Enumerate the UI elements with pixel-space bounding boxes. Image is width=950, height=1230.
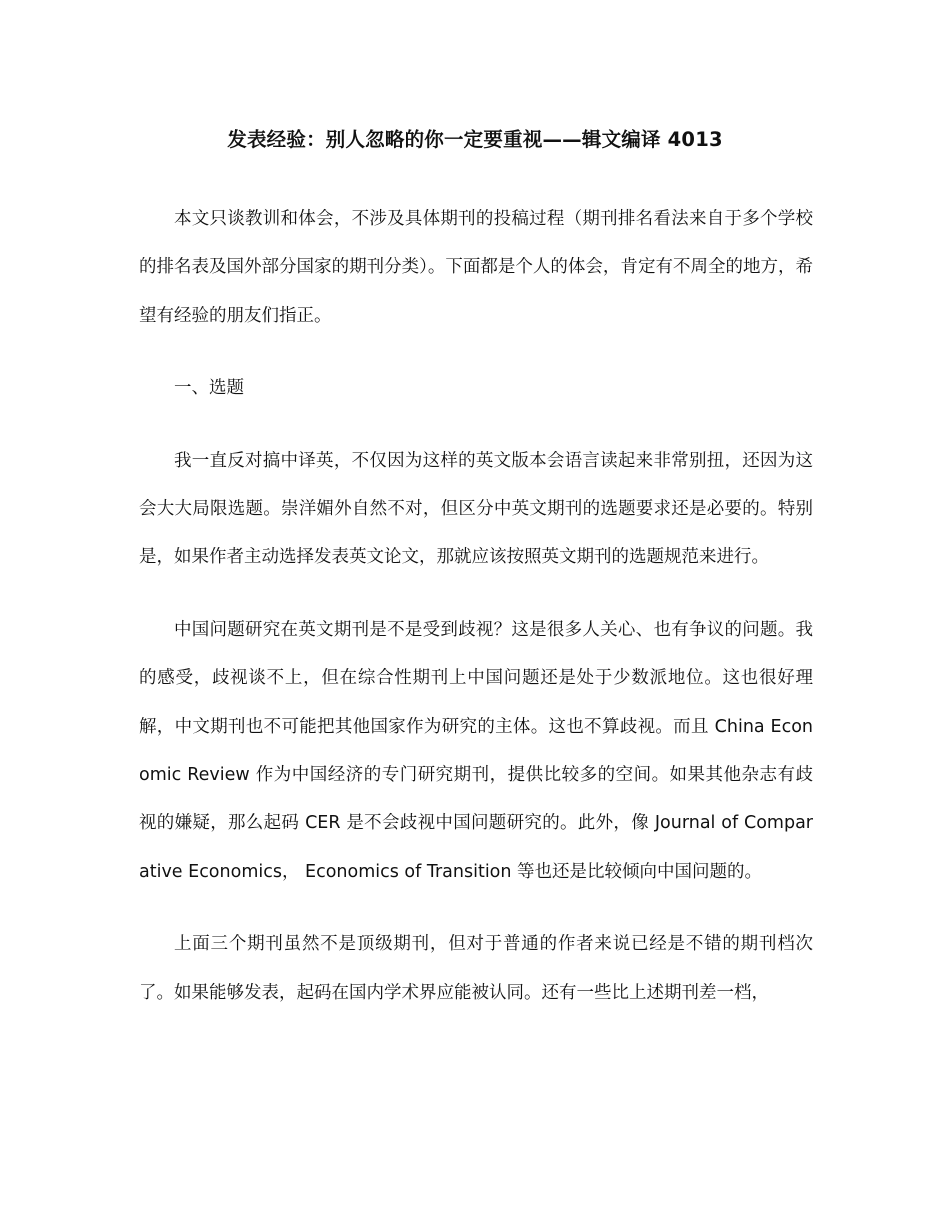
paragraph-china-research: 中国问题研究在英文期刊是不是受到歧视？这是很多人关心、也有争议的问题。我的感受，歧视谈不上，但在综合性期刊上中国问题还是处于少数派地位。这也很好理解，中文期刊也不可能把其他国家作为研究的主体。这也不算歧视。而且 China Economic Review 作为中国经济的专门研究期刊，提供比较多的空间。如果其他杂志有歧视的嫌疑，那么起码 CER 是不会歧视中国问题研究的。此外，像 Journal of Comparative Economics， Economics of Transition 等也还是比较倾向中国问题的。 bbox=[139, 619, 813, 882]
paragraph-translation: 我一直反对搞中译英，不仅因为这样的英文版本会语言读起来非常别扭，还因为这会大大局限选题。崇洋媚外自然不对，但区分中英文期刊的选题要求还是必要的。特别是，如果作者主动选择发表英文论文，那就应该按照英文期刊的选题规范来进行。 bbox=[139, 450, 813, 568]
document-title: 发表经验：别人忽略的你一定要重视——辑文编译 4013 bbox=[227, 128, 723, 151]
section-heading-topic-selection: 一、选题 bbox=[174, 378, 244, 399]
paragraph-journal-tiers: 上面三个期刊虽然不是顶级期刊，但对于普通的作者来说已经是不错的期刊档次了。如果能够发表，起码在国内学术界应能被认同。还有一些比上述期刊差一档， bbox=[139, 934, 813, 1003]
paragraph-intro: 本文只谈教训和体会，不涉及具体期刊的投稿过程（期刊排名看法来自于多个学校的排名表及国外部分国家的期刊分类）。下面都是个人的体会，肯定有不周全的地方，希望有经验的朋友们指正。 bbox=[139, 209, 813, 326]
document-body bbox=[139, 195, 813, 1041]
